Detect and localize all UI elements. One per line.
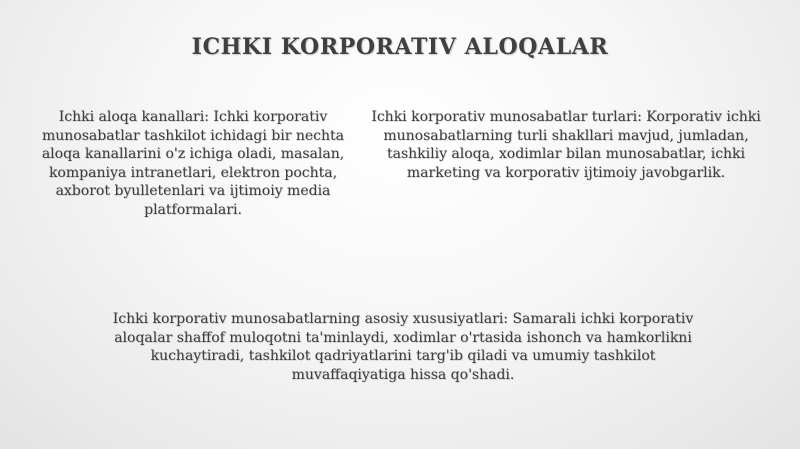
internal-relations-features-text: Ichki korporativ munosabatlarning asosiy xususiyatlari: Samarali ichki korporativ aloqalar shaffof muloqotni ta'minlaydi, xodimlar o'rtasida ishonch va hamkorlikni kuchaytiradi, tashkilot qadriyatlarini targ'ib qiladi va umumiy tashkilot muvaffaqiyatiga hissa qo'shadi. bbox=[112, 311, 694, 383]
internal-relations-types-text: Ichki korporativ munosabatlar turlari: Korporativ ichki munosabatlarning turli shakllari mavjud, jumladan, tashkiliy aloqa, xodimlar bilan munosabatlar, ichki marketing va korporativ ijtimoiy javobgarlik. bbox=[371, 109, 761, 181]
slide-title: ICHKI KORPORATIV ALOQALAR bbox=[191, 34, 609, 60]
internal-communication-channels-text: Ichki aloqa kanallari: Ichki korporativ munosabatlar tashkilot ichidagi bir nechta aloqa kanallarini o'z ichiga oladi, masalan, kompaniya intranetlari, elektron pochta, axborot byulletenlari va ijtimoiy media platformalari. bbox=[41, 109, 345, 218]
